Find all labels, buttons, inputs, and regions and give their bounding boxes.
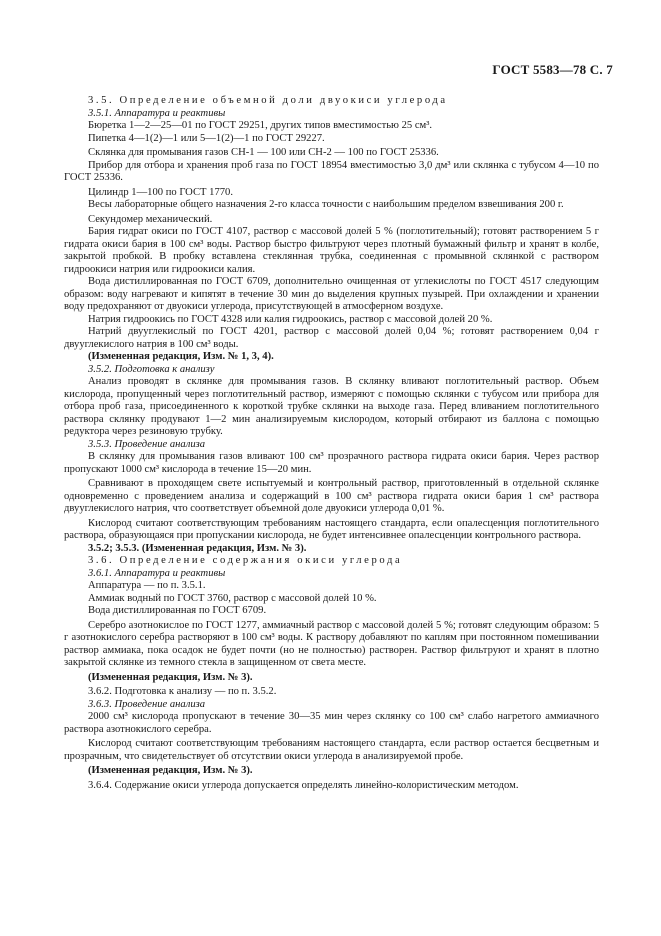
paragraph: (Измененная редакция, Изм. № 1, 3, 4).: [88, 351, 274, 362]
paragraph: 3.5.2. Подготовка к анализу: [88, 363, 215, 375]
paragraph: Секундомер механический.: [88, 213, 213, 225]
paragraph: Цилиндр 1—100 по ГОСТ 1770.: [88, 186, 233, 198]
paragraph: Натрия гидроокись по ГОСТ 4328 или калия гидроокись, раствор с массовой долей 20 %.: [88, 313, 493, 325]
paragraph: Склянка для промывания газов СН-1 — 100 или СН-2 — 100 по ГОСТ 25336.: [88, 147, 439, 158]
paragraph: Прибор для отбора и хранения проб газа по ГОСТ 18954 вместимостью 3,0 дм³ или склянка с тубусом 4—10 по ГОСТ 25336.: [64, 159, 599, 183]
paragraph: Пипетка 4—1(2)—1 или 5—1(2)—1 по ГОСТ 29227.: [88, 132, 325, 144]
paragraph: Бюретка 1—2—25—01 по ГОСТ 29251, других типов вместимостью 25 см³.: [88, 120, 433, 131]
paragraph: 3.5.3. Проведение анализа: [88, 438, 206, 450]
paragraph: Серебро азотнокислое по ГОСТ 1277, аммиачный раствор с массовой долей 5 %; готовят следующим образом: 5 г азотнокислого серебра растворяют в 100 см³ воды. К раствору добавляют по каплям при постоянном помешивании раствор аммиака, пока осадок не будет почти (но не полностью) растворен. Раствор фильтруют и хранят в плотно закрытой склянке из темного стекла в защищенном от света месте.: [64, 619, 599, 668]
paragraph: Бария гидрат окиси по ГОСТ 4107, раствор с массовой долей 5 % (поглотительный); готовят растворением 5 г гидрата окиси бария в 100 см³ воды. Раствор быстро фильтруют через плотный бумажный фильтр и хранят в колбе, закрытой пробкой. В пробку вставлена стеклянная трубка, соединенная с промывной склянкой с раствором гидроокиси натрия или гидроокиси калия.: [64, 226, 599, 275]
paragraph: Кислород считают соответствующим требованиям настоящего стандарта, если раствор остается бесцветным и прозрачным, что свидетельствует об отсутствии окиси углерода в анализируемой пробе.: [64, 738, 599, 762]
paragraph: 3.5. Определение объемной доли двуокиси углерода: [88, 95, 448, 106]
paragraph: Кислород считают соответствующим требованиям настоящего стандарта, если опалесценция поглотительного раствора, образующаяся при пропускании кислорода, не будет интенсивнее опалесценции контрольного раствора.: [64, 517, 599, 541]
paragraph: 3.6.1. Аппаратура и реактивы: [88, 567, 226, 579]
paragraph: Вода дистиллированная по ГОСТ 6709, дополнительно очищенная от углекислоты по ГОСТ 4517 следующим образом: воду нагревают и кипятят в течение 30 мин до выделения крупных пузырей. При охлаждении и хранении воду предохраняют от двуокиси углерода, присутствующей в атмосферном воздухе.: [64, 276, 599, 312]
paragraph: 3.5.2; 3.5.3. (Измененная редакция, Изм. № 3).: [88, 542, 307, 554]
paragraph: 3.6.2. Подготовка к анализу — по п. 3.5.2.: [88, 686, 277, 697]
paragraph: 3.6.4. Содержание окиси углерода допускается определять линейно-колористическим методом.: [88, 779, 519, 791]
paragraph: (Измененная редакция, Изм. № 3).: [88, 671, 253, 683]
paragraph: Вода дистиллированная по ГОСТ 6709.: [88, 605, 267, 616]
paragraph: Аммиак водный по ГОСТ 3760, раствор с массовой долей 10 %.: [88, 592, 377, 604]
paragraph: Весы лабораторные общего назначения 2-го класса точности с наибольшим пределом взвешивания 200 г.: [88, 199, 564, 210]
document-body: [64, 95, 599, 792]
paragraph: Аппаратура — по п. 3.5.1.: [88, 580, 206, 591]
paragraph: (Измененная редакция, Изм. № 3).: [88, 765, 253, 776]
paragraph: Сравнивают в проходящем свете испытуемый и контрольный раствор, приготовленный в отдельной склянке одновременно с проведением анализа и содержащий в 100 см³ раствора гидрата окиси бария 1 см³ раствора двууглекислого натрия, что соответствует объемной доле двуокиси углерода 0,01 %.: [64, 478, 599, 514]
paragraph: Натрий двууглекислый по ГОСТ 4201, раствор с массовой долей 0,04 %; готовят растворением 0,04 г двууглекислого натрия в 100 см³ воды.: [64, 326, 599, 350]
page-header: ГОСТ 5583—78 С. 7: [492, 62, 613, 77]
paragraph: 2000 см³ кислорода пропускают в течение 30—35 мин через склянку со 100 см³ слабо нагретого аммиачного раствора азотнокислого серебра.: [64, 711, 599, 735]
paragraph: 3.6. Определение содержания окиси углерода: [88, 555, 403, 566]
paragraph: 3.5.1. Аппаратура и реактивы: [88, 107, 226, 119]
paragraph: 3.6.3. Проведение анализа: [88, 698, 206, 710]
paragraph: В склянку для промывания газов вливают 100 см³ прозрачного раствора гидрата окиси бария. Через раствор пропускают 1000 см³ кислорода в течение 15—20 мин.: [64, 451, 599, 475]
paragraph: Анализ проводят в склянке для промывания газов. В склянку вливают поглотительный раствор. Объем кислорода, пропущенный через поглотительный раствор, измеряют с помощью склянки с тубусом или прибора для отбора проб газа, присоединенного к короткой трубке склянки на выходе газа. Перед вливанием поглотительного раствора склянку продувают 1—2 мин анализируемым кислородом, который отбирают из баллона с помощью редуктора через резиновую трубку.: [64, 376, 599, 437]
